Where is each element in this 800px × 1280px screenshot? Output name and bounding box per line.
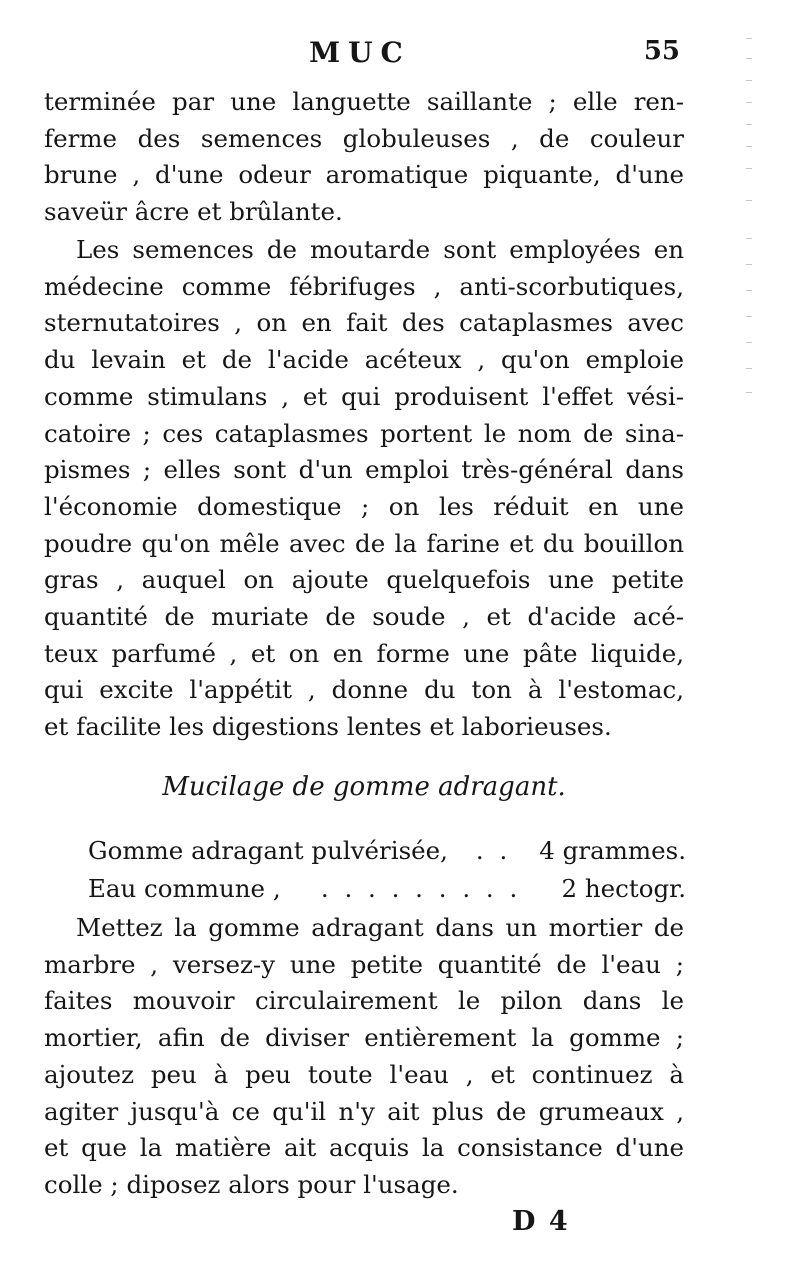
text-line: mortier, afin de diviser entièrement la gomme ; [44, 1023, 684, 1053]
text-line: marbre , versez-y une petite quantité de l'eau ; [44, 949, 684, 979]
text-line: sternutatoires , on en fait des cataplasmes avec [44, 308, 684, 338]
text-line: agiter jusqu'à ce qu'il n'y ait plus de grumeaux , [44, 1096, 684, 1126]
text-line: du levain et de l'acide acéteux , qu'on emploie [44, 345, 684, 375]
paragraph-continuation [44, 84, 684, 231]
text-line: ajoutez peu à peu toute l'eau , et continuez à [44, 1059, 684, 1089]
text-line: teux parfumé , et on en forme une pâte liquide, [44, 638, 684, 668]
leader-dots: . . . . . . . . . [320, 874, 522, 903]
ingredient-name: Eau commune , [88, 874, 281, 903]
text-line: pismes ; elles sont d'un emploi très-général dans [44, 455, 684, 485]
text-line: gras , auquel on ajoute quelquefois une petite [44, 565, 684, 595]
text-line: et que la matière ait acquis la consistance d'une [44, 1133, 684, 1163]
paragraph-instructions [44, 910, 684, 1204]
text-line: poudre qu'on mêle avec de la farine et du bouillon [44, 528, 684, 558]
text-line: Mettez la gomme adragant dans un mortier de [76, 913, 684, 942]
paragraph-mustard-seeds [44, 232, 684, 746]
text-line: catoire ; ces cataplasmes portent le nom de sina- [44, 418, 684, 448]
text-line: comme stimulans , et qui produisent l'effet vési- [44, 381, 684, 411]
ingredient-row [88, 874, 686, 903]
text-line: qui excite l'appétit , donne du ton à l'estomac, [44, 675, 684, 705]
ingredient-quantity: 4 grammes. [539, 836, 686, 865]
page-title: MUC [309, 36, 411, 69]
text-line: médecine comme fébrifuges , anti-scorbutiques, [44, 271, 684, 301]
text-line: terminée par une languette saillante ; elle ren- [44, 87, 684, 116]
signature-mark: D 4 [512, 1206, 570, 1237]
ingredient-name: Gomme adragant pulvérisée, [88, 836, 448, 865]
margin-bleed-marks [746, 28, 776, 408]
leader-dots: . . [475, 836, 512, 865]
recipe-title: Mucilage de gomme adragant. [162, 772, 566, 802]
ingredient-row [88, 836, 686, 865]
text-line: Les semences de moutarde sont employées en [76, 235, 684, 264]
text-line: saveür âcre et brûlante. [44, 197, 343, 227]
text-line: et facilite les digestions lentes et laborieuses. [44, 712, 612, 742]
running-head [40, 36, 680, 80]
text-line: quantité de muriate de soude , et d'acide acé- [44, 602, 684, 632]
text-line: ferme des semences globuleuses , de couleur [44, 123, 684, 153]
page-number: 55 [643, 36, 680, 66]
ingredient-quantity: 2 hectogr. [561, 874, 686, 903]
text-line: colle ; diposez alors pour l'usage. [44, 1169, 459, 1199]
text-line: brune , d'une odeur aromatique piquante, d'une [44, 160, 684, 190]
text-line: faites mouvoir circulairement le pilon dans le [44, 986, 684, 1016]
text-line: l'économie domestique ; on les réduit en une [44, 491, 684, 521]
